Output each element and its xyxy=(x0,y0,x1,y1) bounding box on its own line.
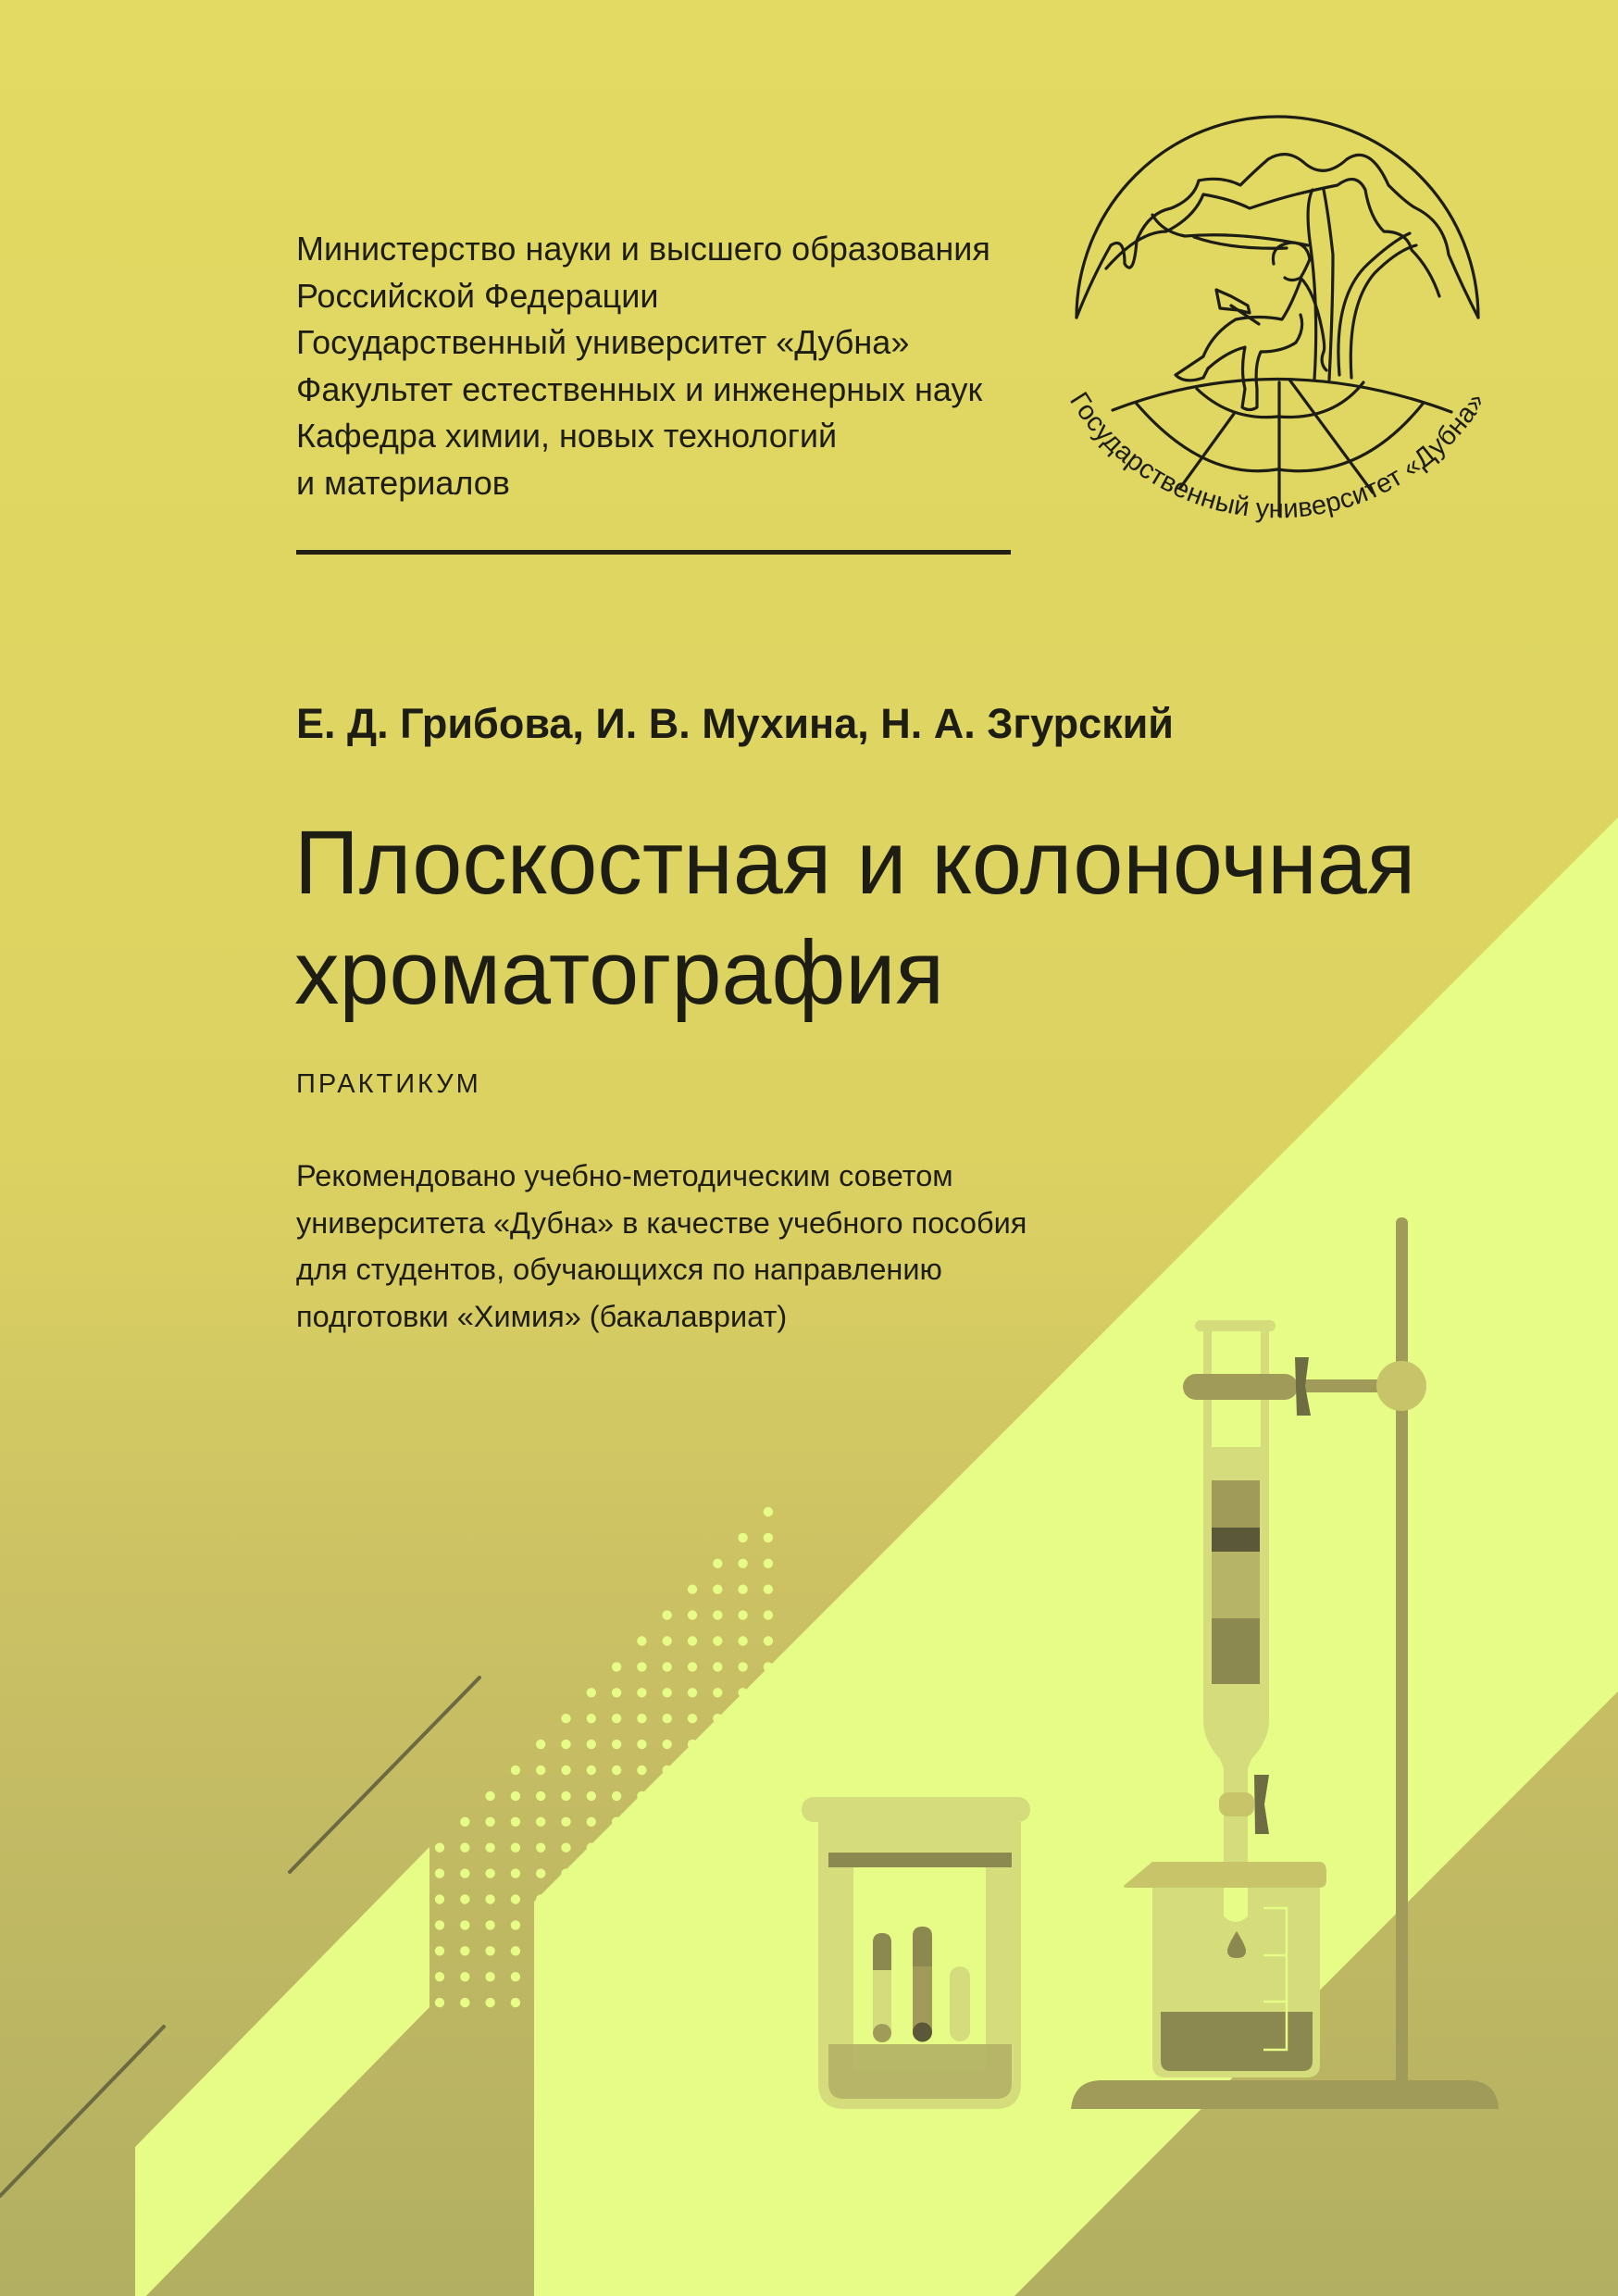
pattern-dot xyxy=(612,1714,621,1723)
pattern-dot xyxy=(511,1817,520,1827)
authors: Е. Д. Грибова, И. В. Мухина, Н. А. Згурский xyxy=(296,700,1174,747)
pattern-dot xyxy=(485,1920,494,1929)
pattern-dot xyxy=(663,1610,672,1619)
pattern-dot xyxy=(738,1585,747,1594)
institution-line: Российской Федерации xyxy=(296,276,659,315)
beaker-bar xyxy=(828,1853,1012,1867)
institution-line: Государственный университет «Дубна» xyxy=(296,323,910,361)
pattern-dot xyxy=(637,1766,646,1775)
test-tube xyxy=(873,1933,891,2042)
pattern-dot xyxy=(485,1791,494,1801)
column-tip xyxy=(1224,1888,1248,1922)
band-2 xyxy=(1212,1528,1260,1552)
pattern-dot xyxy=(511,1766,520,1775)
institution-line: Факультет естественных и инженерных наук xyxy=(296,369,983,408)
pattern-dot xyxy=(612,1662,621,1671)
pattern-dot xyxy=(511,1868,520,1878)
stand-base xyxy=(1071,2080,1499,2109)
pattern-dot xyxy=(485,1972,494,1981)
pattern-dot xyxy=(460,1920,469,1929)
pattern-dot xyxy=(485,1868,494,1878)
pattern-dot xyxy=(713,1688,722,1697)
pattern-dot xyxy=(637,1662,646,1671)
pattern-dot xyxy=(738,1610,747,1619)
recommendation-line: Рекомендовано учебно-методическим советом xyxy=(296,1159,953,1192)
receiver-beaker-rim xyxy=(1124,1862,1326,1888)
pattern-dot xyxy=(511,1791,520,1801)
clamp-handle xyxy=(1183,1374,1298,1400)
pattern-dot xyxy=(536,1843,545,1853)
pattern-dot xyxy=(435,1920,444,1929)
pattern-dot xyxy=(637,1688,646,1697)
pattern-dot xyxy=(688,1714,697,1723)
pattern-dot xyxy=(713,1559,722,1568)
pattern-dot xyxy=(511,1894,520,1903)
pattern-dot xyxy=(435,1868,444,1878)
pattern-dot xyxy=(485,1894,494,1903)
pattern-dot xyxy=(511,1946,520,1955)
pattern-dot xyxy=(511,1998,520,2007)
pattern-dot xyxy=(561,1817,570,1827)
test-tube xyxy=(950,1966,970,2041)
logo-text: Государственный университет «Дубна» xyxy=(1064,387,1491,525)
pattern-dot xyxy=(460,1972,469,1981)
pattern-dot xyxy=(612,1791,621,1801)
pattern-dot xyxy=(764,1559,773,1568)
band-1 xyxy=(1212,1480,1260,1528)
recommendation-line: университета «Дубна» в качестве учебного пособия xyxy=(296,1205,1027,1240)
pattern-dot xyxy=(435,1894,444,1903)
pattern-dot xyxy=(688,1610,697,1619)
pattern-dot xyxy=(511,1972,520,1981)
pattern-dot xyxy=(764,1610,773,1619)
pattern-dot xyxy=(536,1791,545,1801)
pattern-dot xyxy=(713,1585,722,1594)
pattern-dot xyxy=(738,1533,747,1542)
receiver-liquid xyxy=(1161,2012,1313,2071)
pattern-dot xyxy=(561,1791,570,1801)
pattern-dot xyxy=(663,1740,672,1749)
pattern-dot xyxy=(435,1843,444,1853)
pattern-dot xyxy=(713,1662,722,1671)
institution-line: Кафедра химии, новых технологий xyxy=(296,417,838,455)
pattern-dot xyxy=(460,1946,469,1955)
pattern-dot xyxy=(435,1972,444,1981)
stand-rod xyxy=(1396,1217,1408,2088)
pattern-dot xyxy=(485,1843,494,1853)
pattern-dot xyxy=(485,1998,494,2007)
column-lip xyxy=(1195,1320,1276,1331)
pattern-dot xyxy=(536,1740,545,1749)
beaker-liquid xyxy=(828,2044,1012,2099)
recommendation-line: для студентов, обучающихся по направлению xyxy=(296,1253,942,1287)
pattern-dot xyxy=(561,1714,570,1723)
pattern-dot xyxy=(688,1585,697,1594)
title-line: хроматография xyxy=(294,922,944,1023)
pattern-dot xyxy=(764,1636,773,1645)
pattern-dot xyxy=(485,1817,494,1827)
book-title xyxy=(294,807,1415,1028)
pattern-dot xyxy=(764,1507,773,1516)
pattern-dot xyxy=(561,1843,570,1853)
pattern-dot xyxy=(435,1946,444,1955)
pattern-dot xyxy=(738,1662,747,1671)
pattern-dot xyxy=(536,1817,545,1827)
pattern-dot xyxy=(435,1998,444,2007)
pattern-dot xyxy=(460,1817,469,1827)
pattern-dot xyxy=(713,1636,722,1645)
pattern-dot xyxy=(485,1946,494,1955)
institution-line: и материалов xyxy=(296,463,510,502)
test-tube xyxy=(913,1927,932,2042)
pattern-dot xyxy=(536,1868,545,1878)
pattern-dot xyxy=(460,1894,469,1903)
band-3 xyxy=(1212,1552,1260,1618)
pattern-dot xyxy=(511,1843,520,1853)
pattern-dot xyxy=(713,1610,722,1619)
pattern-dot xyxy=(587,1740,596,1749)
boss-head xyxy=(1376,1361,1426,1411)
pattern-dot xyxy=(663,1688,672,1697)
pattern-dot xyxy=(637,1636,646,1645)
beaker-rim xyxy=(802,1797,1030,1822)
title-line: Плоскостная и колоночная xyxy=(294,812,1416,913)
pattern-dot xyxy=(612,1740,621,1749)
pattern-dot xyxy=(587,1766,596,1775)
pattern-dot xyxy=(688,1662,697,1671)
stopcock xyxy=(1219,1792,1254,1816)
pattern-dot xyxy=(663,1636,672,1645)
pattern-dot xyxy=(612,1766,621,1775)
institution-line: Министерство науки и высшего образования xyxy=(296,230,990,268)
divider xyxy=(296,550,1011,555)
pattern-dot xyxy=(637,1714,646,1723)
pattern-dot xyxy=(536,1766,545,1775)
pattern-dot xyxy=(587,1688,596,1697)
pattern-dot xyxy=(738,1559,747,1568)
pattern-dot xyxy=(688,1688,697,1697)
pattern-dot xyxy=(587,1791,596,1801)
pattern-dot xyxy=(460,1868,469,1878)
institution-block xyxy=(296,226,990,506)
pattern-dot xyxy=(561,1766,570,1775)
pattern-dot xyxy=(587,1714,596,1723)
pattern-dot xyxy=(637,1740,646,1749)
pattern-dot xyxy=(460,1998,469,2007)
publication-type: ПРАКТИКУМ xyxy=(296,1069,481,1099)
pattern-dot xyxy=(612,1688,621,1697)
clamp-arm xyxy=(1301,1379,1384,1392)
pattern-dot xyxy=(738,1636,747,1645)
recommendation-line: подготовки «Химия» (бакалавриат) xyxy=(296,1299,788,1333)
pattern-dot xyxy=(587,1817,596,1827)
pattern-dot xyxy=(663,1662,672,1671)
pattern-dot xyxy=(764,1533,773,1542)
band-4 xyxy=(1212,1618,1260,1684)
pattern-dot xyxy=(688,1636,697,1645)
pattern-dot xyxy=(561,1740,570,1749)
pattern-dot xyxy=(764,1585,773,1594)
pattern-dot xyxy=(663,1714,672,1723)
pattern-dot xyxy=(511,1920,520,1929)
recommendation xyxy=(296,1153,1027,1340)
pattern-dot xyxy=(460,1843,469,1853)
